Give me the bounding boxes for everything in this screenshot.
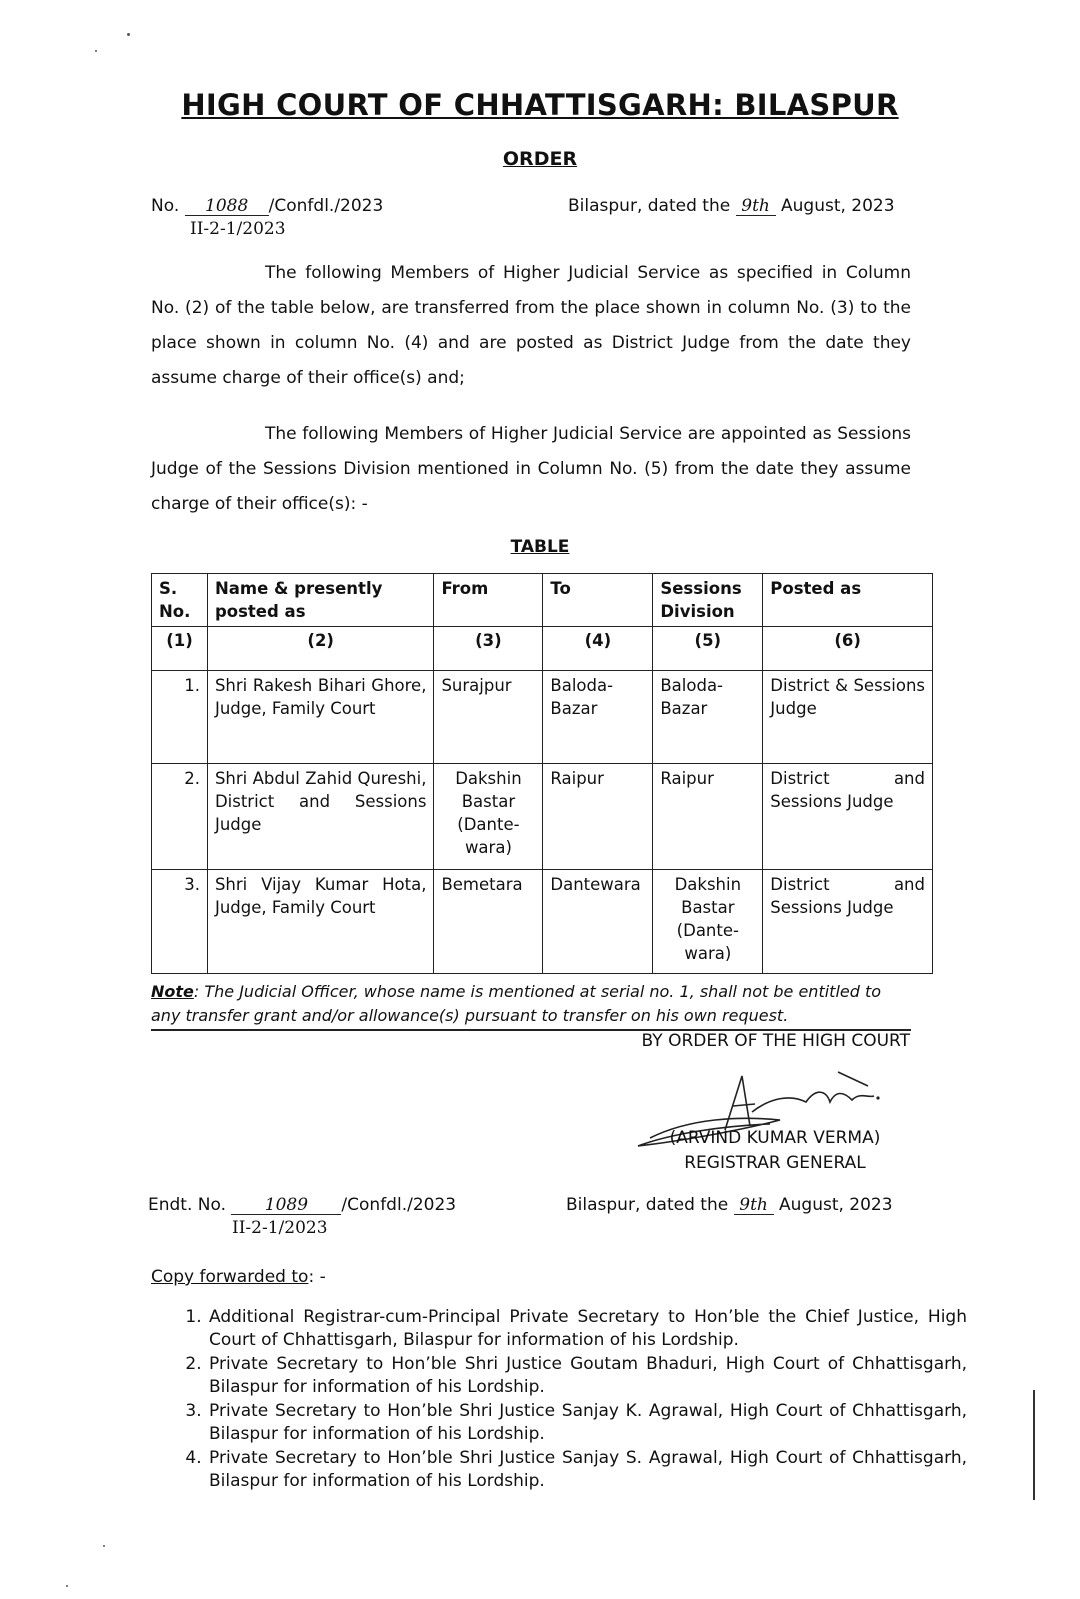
header-sno: S. No. [152, 574, 208, 627]
file-number: II-2-1/2023 [190, 219, 286, 239]
table-header-row [152, 574, 933, 627]
cell-name: Shri Rakesh Bihari Ghore, Judge, Family Court [207, 671, 434, 764]
cell-from: Surajpur [434, 671, 543, 764]
order-number: No. 1088 /Confdl./2023 [151, 196, 384, 216]
note-text: : The Judicial Officer, whose name is mentioned at serial no. 1, shall not be entitled to any transfer grant and/or allowance(s) pursuant to transfer on his own request. [151, 982, 882, 1025]
list-item: 4. Private Secretary to Hon’ble Shri Justice Sanjay S. Agrawal, High Court of Chhattisgarh, Bilaspur for information of his Lordship. [207, 1447, 967, 1493]
page-edge-line [1033, 1390, 1035, 1500]
column-number: (5) [653, 627, 763, 671]
signatory-name: (ARVIND KUMAR VERMA) [669, 1128, 881, 1148]
column-number: (2) [207, 627, 434, 671]
cell-to: Raipur [543, 764, 653, 870]
cell-name: Shri Abdul Zahid Qureshi, District and Sessions Judge [207, 764, 434, 870]
header-posted-as: Posted as [763, 574, 933, 627]
handwritten-date: 9th [736, 197, 776, 216]
cell-posted-as: District & Sessions Judge [763, 671, 933, 764]
column-number: (6) [763, 627, 933, 671]
signatory-designation: REGISTRAR GENERAL [684, 1153, 866, 1173]
scan-speck [127, 33, 130, 36]
header-to: To [543, 574, 653, 627]
signatory-block [640, 1126, 910, 1176]
table-row [152, 671, 933, 764]
scan-speck [103, 1545, 105, 1547]
cell-sno: 2. [152, 764, 208, 870]
copy-list [151, 1306, 967, 1494]
order-heading: ORDER [502, 148, 578, 170]
note [151, 980, 911, 1031]
header-from: From [434, 574, 543, 627]
table-row [152, 870, 933, 974]
page-title: HIGH COURT OF CHHATTISGARH: BILASPUR [181, 88, 899, 122]
body-paragraph-transfer: The following Members of Higher Judicial Service as specified in Column No. (2) of the table below, are transferred from the place shown in column No. (3) to the place shown in column No. (4) and are posted as District Judge from the date they assume charge of their office(s) and; [151, 263, 911, 388]
postings-table [151, 573, 933, 974]
scan-speck [95, 50, 97, 52]
by-order-line: BY ORDER OF THE HIGH COURT [641, 1031, 910, 1051]
table-row [152, 764, 933, 870]
list-item: 1. Additional Registrar-cum-Principal Private Secretary to Hon’ble the Chief Justice, High Court of Chhattisgarh, Bilaspur for information of his Lordship. [207, 1306, 967, 1352]
handwritten-order-number: 1088 [185, 197, 269, 216]
copy-forwarded-heading: Copy forwarded to: - [151, 1267, 326, 1287]
endorsement-number: Endt. No. 1089 /Confdl./2023 [148, 1195, 457, 1215]
endorsement-file-number: II-2-1/2023 [232, 1218, 328, 1238]
cell-to: Baloda-Bazar [543, 671, 653, 764]
column-number: (3) [434, 627, 543, 671]
cell-name: Shri Vijay Kumar Hota, Judge, Family Court [207, 870, 434, 974]
header-sessions-division: Sessions Division [653, 574, 763, 627]
note-label: Note [151, 982, 194, 1001]
cell-division: Dakshin Bastar (Dante-wara) [653, 870, 763, 974]
column-number: (1) [152, 627, 208, 671]
cell-division: Baloda-Bazar [653, 671, 763, 764]
handwritten-date: 9th [734, 1196, 774, 1215]
cell-posted-as: District and Sessions Judge [763, 764, 933, 870]
table-column-number-row [152, 627, 933, 671]
cell-division: Raipur [653, 764, 763, 870]
handwritten-endorsement-number: 1089 [231, 1196, 341, 1215]
list-item: 3. Private Secretary to Hon’ble Shri Justice Sanjay K. Agrawal, High Court of Chhattisgarh, Bilaspur for information of his Lordship. [207, 1400, 967, 1446]
endorsement-date: Bilaspur, dated the 9th August, 2023 [566, 1195, 893, 1215]
cell-sno: 3. [152, 870, 208, 974]
cell-from: Bemetara [434, 870, 543, 974]
order-date: Bilaspur, dated the 9th August, 2023 [568, 196, 895, 216]
cell-from: Dakshin Bastar (Dante-wara) [434, 764, 543, 870]
list-item: 2. Private Secretary to Hon’ble Shri Justice Goutam Bhaduri, High Court of Chhattisgarh, Bilaspur for information of his Lordship. [207, 1353, 967, 1399]
cell-posted-as: District and Sessions Judge [763, 870, 933, 974]
body-paragraph-appointment: The following Members of Higher Judicial Service are appointed as Sessions Judge of the Sessions Division mentioned in Column No. (5) from the date they assume charge of their office(s): - [151, 424, 911, 514]
column-number: (4) [543, 627, 653, 671]
scan-speck [66, 1585, 68, 1587]
cell-to: Dantewara [543, 870, 653, 974]
table-caption: TABLE [510, 537, 570, 557]
header-name: Name & presently posted as [207, 574, 434, 627]
cell-sno: 1. [152, 671, 208, 764]
